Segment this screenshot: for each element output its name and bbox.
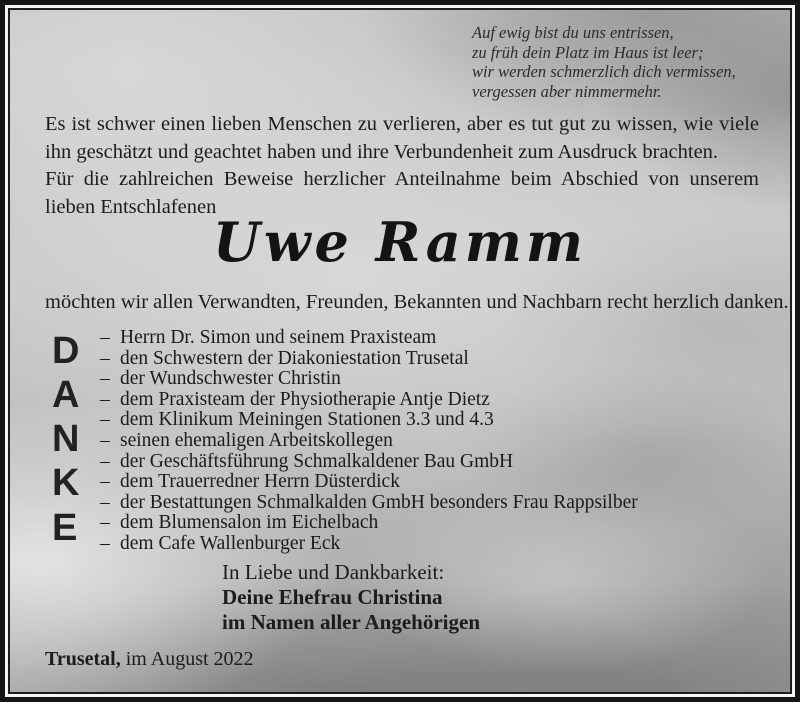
list-item (100, 452, 638, 473)
danke-acrostic-list (52, 328, 638, 555)
dash-bullet: – (100, 347, 110, 369)
dash-bullet: – (100, 368, 110, 390)
list-item-text: der Geschäftsführung Schmalkaldener Bau GmbH (120, 450, 514, 472)
list-item-text: den Schwestern der Diakoniestation Trusetal (120, 347, 469, 369)
thanks-line: möchten wir allen Verwandten, Freunden, Bekannten und Nachbarn recht herzlich danken. (45, 291, 789, 313)
list-item-text: dem Klinikum Meiningen Stationen 3.3 und 4.3 (120, 409, 494, 431)
closing-line-2: Deine Ehefrau Christina (222, 585, 443, 609)
list-item (100, 410, 638, 431)
acrostic-letter-n: N (52, 418, 80, 461)
list-item-text: seinen ehemaligen Arbeitskollegen (120, 429, 393, 451)
list-item (100, 328, 638, 349)
list-item (100, 472, 638, 493)
list-item (100, 369, 638, 390)
list-item-text: dem Praxisteam der Physiotherapie Antje Dietz (120, 388, 490, 410)
poem-line: vergessen aber nimmermehr. (472, 81, 662, 101)
dash-bullet: – (100, 327, 110, 348)
acrostic-letter-k: K (52, 462, 80, 505)
poem-line: Auf ewig bist du uns entrissen, (472, 23, 674, 42)
list-item (100, 390, 638, 411)
deceased-name: Uwe Ramm (212, 210, 588, 274)
acrostic-letter-d: D (52, 330, 80, 372)
intro-paragraph-2: Für die zahlreichen Beweise herzlicher Anteilnahme beim Abschied von unserem lieben Entschlafenen (45, 168, 759, 218)
dash-bullet: – (100, 532, 110, 554)
list-item-text: dem Blumensalon im Eichelbach (120, 512, 379, 534)
list-item (100, 513, 638, 534)
dash-bullet: – (100, 512, 110, 534)
closing-line-3: im Namen aller Angehörigen (222, 610, 481, 634)
list-item (100, 534, 638, 555)
intro-text (45, 111, 759, 221)
memorial-poem (472, 23, 736, 101)
thanks-items (100, 328, 638, 555)
acrostic-letter-e: E (52, 506, 78, 549)
list-item (100, 493, 638, 514)
dash-bullet: – (100, 429, 110, 451)
list-item-text: Herrn Dr. Simon und seinem Praxisteam (120, 327, 437, 348)
place-name: Trusetal, (45, 648, 121, 670)
place-date-line (45, 648, 254, 671)
intro-paragraph-1: Es ist schwer einen lieben Menschen zu verlieren, aber es tut gut zu wissen, wie viele ihn geschätzt und geachtet haben und ihre Verbundenheit zum Ausdruck brachten. (45, 113, 759, 163)
dash-bullet: – (100, 491, 110, 513)
dash-bullet: – (100, 471, 110, 493)
closing-block (222, 560, 480, 635)
date-text: im August 2022 (125, 648, 254, 670)
closing-line-1: In Liebe und Dankbarkeit: (222, 560, 445, 584)
dash-bullet: – (100, 409, 110, 431)
list-item (100, 431, 638, 452)
list-item-text: dem Trauerredner Herrn Düsterdick (120, 471, 400, 493)
acrostic-letter-a: A (52, 374, 80, 417)
dash-bullet: – (100, 450, 110, 472)
list-item (100, 349, 638, 370)
dash-bullet: – (100, 388, 110, 410)
acrostic-letters (52, 328, 90, 555)
poem-line: wir werden schmerzlich dich vermissen, (472, 62, 736, 81)
poem-line: zu früh dein Platz im Haus ist leer; (472, 42, 704, 62)
list-item-text: der Wundschwester Christin (120, 368, 341, 390)
list-item-text: der Bestattungen Schmalkalden GmbH besonders Frau Rappsilber (120, 491, 638, 513)
list-item-text: dem Cafe Wallenburger Eck (120, 532, 341, 554)
